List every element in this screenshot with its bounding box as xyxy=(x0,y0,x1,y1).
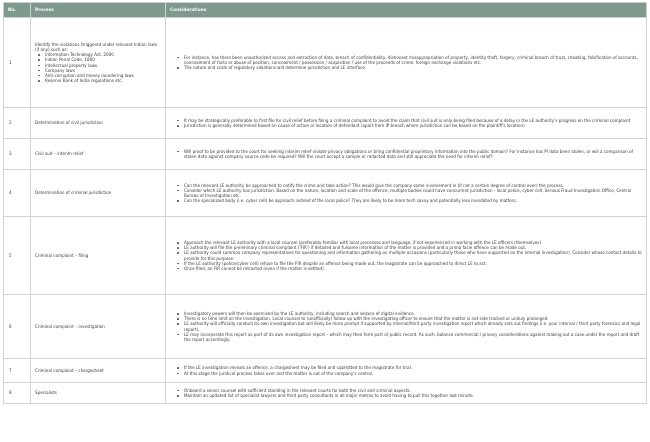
process-text: Identify the violations (triggered under relevant Indian laws (if any) such as: xyxy=(35,41,158,53)
process-table-container xyxy=(3,2,647,404)
process-text: Determination of criminal jurisdiction xyxy=(35,190,112,196)
considerations-cell xyxy=(166,108,647,139)
considerations-list xyxy=(174,240,642,271)
table-row xyxy=(4,359,647,383)
law-item: Reserve Bank of India regulations etc. xyxy=(42,78,161,83)
consideration-item: Will proof to be provided to the court for seeking interim relief violate privacy obligations or bring confidential proprietary information into the public domain? For instance has PI data been stolen, or will a comparison of stolen data against company source code be required? Will the court accept a sample or redacted data and still appreciate the need for interim relief? xyxy=(181,149,642,159)
consideration-item: For instance, has there been unauthorized access and extraction of data, breach of confidentiality, dishonest misappropriation of property, identity theft, forgery, criminal breach of trust, cheating, falsification of accounts, concealment of facts or abuse of position, concealment / possession / acquisition / use of the proceeds of crime, foreign exchange violations etc. xyxy=(181,55,642,65)
consideration-item: Jurisdiction is generally determined based on cause of action or location of defendant (apart from IP breach where jurisdiction can be based on the plaintiff's location) xyxy=(181,123,642,128)
consideration-item: Onboard a senior counsel with sufficient standing in the relevant courts for both the civil and criminal aspects. xyxy=(181,388,642,393)
consideration-item: Maintain an updated list of specialist lawyers and third party consultants in all major metros to avoid having to pull this together last minute. xyxy=(181,393,642,398)
consideration-item: Can the specialized body (i.e. cyber cell) be approach instead of the local police? They are likely to be more tech savvy and potentially less inundated by matters. xyxy=(181,198,642,203)
process-text: Criminal complaint – filing xyxy=(35,252,89,258)
considerations-cell xyxy=(166,170,647,217)
consideration-item: LE authority will officially conduct its own investigation but will likely be more prompt if supported by internal/third party investigation report which already sets out findings (i.e. your internal / third party forensics and legal report). xyxy=(181,321,642,331)
table-header-row xyxy=(4,3,647,18)
consideration-item: Approach the relevant LE authority with a local counsel (preferably familiar with local processes and language, if not experienced in working with the LE officers (themselves) xyxy=(181,240,642,245)
table-row xyxy=(4,217,647,295)
consideration-item: There is no time limit on the investigation. Local counsel to (unofficially) follow up with the investigating officer to ensure that the matter is not side tracked or unduly prolonged. xyxy=(181,316,642,321)
considerations-cell xyxy=(166,359,647,383)
process-text: Criminal complaint – chargesheet xyxy=(35,367,104,373)
consideration-item: The nature and scale of regulatory violations will determine jurisdiction and LE interface. xyxy=(181,65,642,70)
process-text: Civil suit – interim relief xyxy=(35,151,84,157)
considerations-list xyxy=(174,388,642,398)
considerations-cell xyxy=(166,383,647,404)
consideration-item: If the LE investigation reveals an offence, a chargesheet may be filed and submitted to the magistrate for trial. xyxy=(181,365,642,370)
considerations-list xyxy=(174,365,642,375)
law-item: Indian Penal Code, 1860 xyxy=(42,57,161,62)
process-cell xyxy=(31,217,166,295)
row-number: 6 xyxy=(4,295,31,359)
table-row xyxy=(4,108,647,139)
process-cell xyxy=(31,108,166,139)
considerations-cell xyxy=(166,295,647,359)
header-no: No. xyxy=(4,3,31,18)
considerations-list xyxy=(174,183,642,204)
considerations-list xyxy=(174,55,642,70)
header-considerations: Considerations xyxy=(166,3,647,18)
row-number: 3 xyxy=(4,139,31,170)
process-text: Specialists xyxy=(35,390,57,396)
process-cell xyxy=(31,139,166,170)
header-process: Process xyxy=(31,3,166,18)
considerations-list xyxy=(174,118,642,128)
considerations-list xyxy=(174,311,642,342)
consideration-item: Consider which LE authority has jurisdiction. Based on the nature, location and scale of the offence, multiple bodies could have concurrent jurisdiction - local police, cyber cell, Serious Fraud Investigation Office, Central Bureau of Investigation etc. xyxy=(181,188,642,198)
consideration-item: At this stage the juridical process takes over and the matter is out of the company's control. xyxy=(181,371,642,376)
process-text: Criminal complaint – investigation xyxy=(35,323,105,329)
law-item: Information Technology Act, 2000 xyxy=(42,52,161,57)
row-number: 1 xyxy=(4,18,31,108)
considerations-cell xyxy=(166,18,647,108)
process-cell xyxy=(31,170,166,217)
row-number: 7 xyxy=(4,359,31,383)
process-cell xyxy=(31,383,166,404)
process-table xyxy=(3,2,647,404)
law-item: Intellectual property laws xyxy=(42,63,161,68)
table-row xyxy=(4,139,647,170)
consideration-item: LE authority will file the preliminary criminal complaint ('FIR') if detailed and fulsome information of the matter is provided and a prima facie offence can be made out. xyxy=(181,245,642,250)
consideration-item: LE authority could summon company representatives for questioning and information gathering on multiple occasions (particularly those who have supported on the internal investigation). Consider whose contact details to provide for this purpose. xyxy=(181,250,642,260)
consideration-item: Investigatory powers will then be exercised by the LE authority, including search and seizure of digital evidence. xyxy=(181,311,642,316)
considerations-list xyxy=(174,149,642,159)
table-row xyxy=(4,170,647,217)
row-number: 8 xyxy=(4,383,31,404)
row-number: 4 xyxy=(4,170,31,217)
table-row xyxy=(4,18,647,108)
table-row xyxy=(4,295,647,359)
table-row xyxy=(4,383,647,404)
law-item: Company laws xyxy=(42,68,161,73)
consideration-item: It may be strategically preferable to first file for civil relief before filing a criminal complaint to avoid the claim that civil suit is only being filed because of a delay in the LE authority's progress on the criminal complaint xyxy=(181,118,642,123)
process-law-list xyxy=(35,52,161,83)
consideration-item: LE may incorporate this report as part of its own investigation report – which may then form part of public record. As such, balance commercial / privacy considerations against making out a case under the report and draft the report accordingly. xyxy=(181,332,642,342)
process-text: Determination of civil jurisdiction xyxy=(35,120,103,126)
row-number: 2 xyxy=(4,108,31,139)
considerations-cell xyxy=(166,217,647,295)
table-body xyxy=(4,18,647,404)
row-number: 5 xyxy=(4,217,31,295)
process-cell xyxy=(31,359,166,383)
consideration-item: Once filed, an FIR cannot be retracted (even if the matter is settled). xyxy=(181,266,642,271)
process-cell xyxy=(31,18,166,108)
considerations-cell xyxy=(166,139,647,170)
consideration-item: Can the relevant LE authority be approached to notify the crime and take action? This would give the company some involvement in (if not a certain degree of control over) the process. xyxy=(181,183,642,188)
process-cell xyxy=(31,295,166,359)
consideration-item: If the LE authority (police/cyber cell) refuse to file the FIR despite an offence being made out, the magistrate can be approached to direct LE to act. xyxy=(181,261,642,266)
law-item: Anti-corruption and money laundering laws xyxy=(42,73,161,78)
